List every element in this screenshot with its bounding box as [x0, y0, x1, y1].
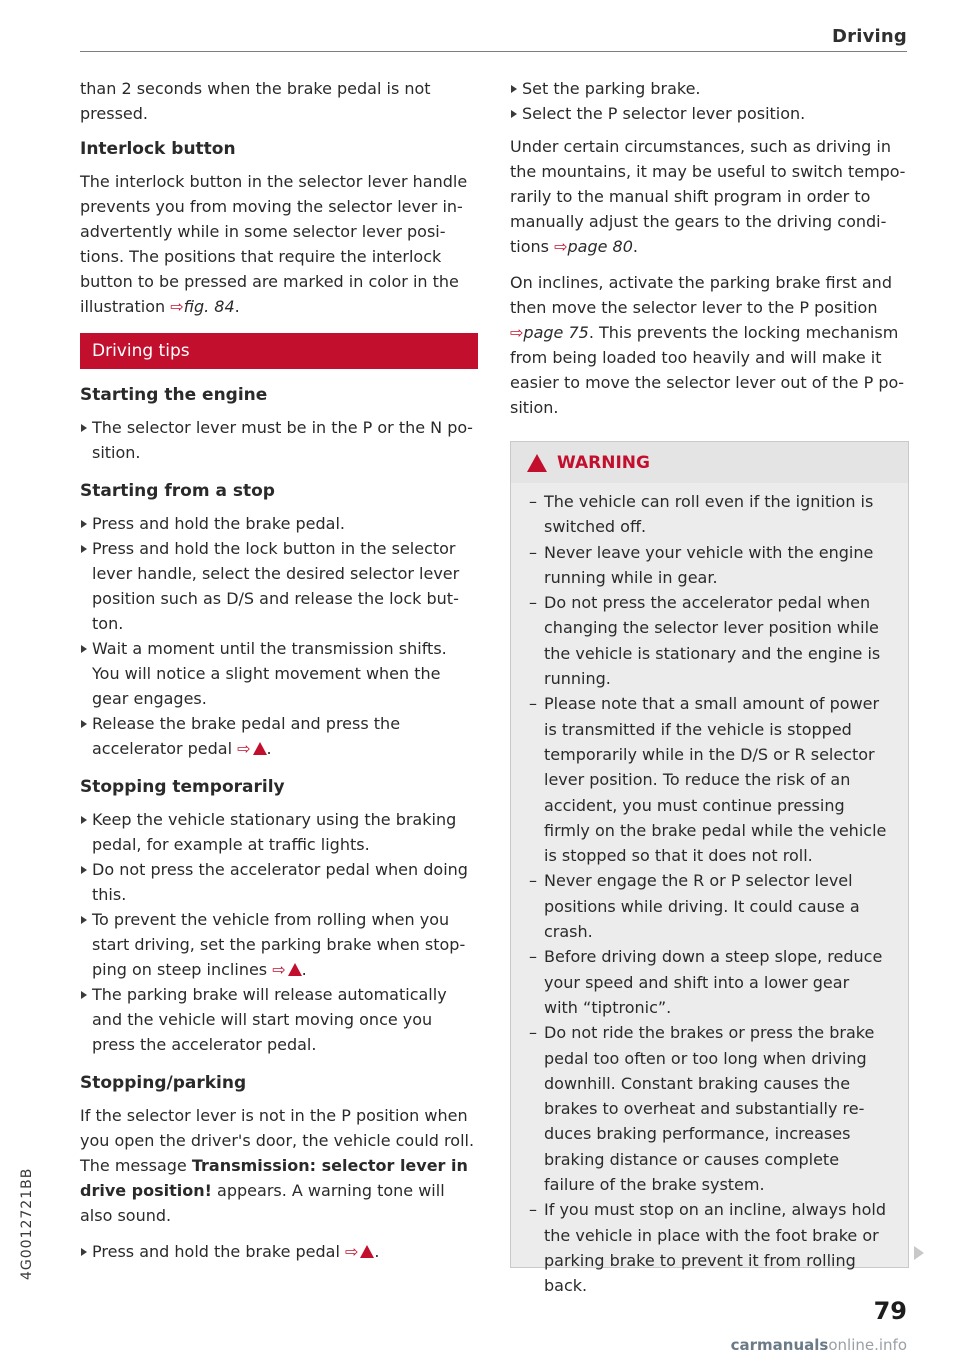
starting-stop-heading: Starting from a stop [80, 481, 275, 501]
warning-item: – Do not press the accelerator pedal when changing the selector lever position while the vehicle is stationary and the engine is running. [529, 590, 888, 691]
header-rule [80, 51, 907, 52]
list-item: Wait a moment until the transmission shifts. You will notice a slight movement when the gear engages. [80, 636, 478, 711]
starting-stop-list [80, 511, 478, 761]
interlock-heading: Interlock button [80, 139, 236, 159]
warning-triangle-icon [527, 454, 547, 472]
starting-engine-heading: Starting the engine [80, 385, 268, 405]
watermark: carmanualsonline.info [730, 1336, 907, 1354]
list-item: Keep the vehicle stationary using the braking pedal, for example at traffic lights. [80, 807, 478, 857]
list-item: Press and hold the brake pedal. [80, 511, 478, 536]
right-column [510, 76, 908, 431]
page-ref-link[interactable]: page 80 [567, 237, 633, 256]
intro-paragraph: than 2 seconds when the brake pedal is not pressed. [80, 79, 431, 123]
warning-item: – If you must stop on an incline, always hold the vehicle in place with the foot brake or parking brake to prevent it from rolling back. [529, 1197, 888, 1298]
warning-triangle-icon[interactable] [288, 963, 302, 976]
section-title: Driving [832, 26, 907, 47]
ref-arrow-icon: ⇨ [237, 739, 251, 758]
warning-list [511, 483, 908, 1299]
inclines-paragraph: On inclines, activate the parking brake first and then move the selector lever to the P position ⇨page 75. This prevents the locking mechanism from being loaded too heavily and will make it easier to move the selector lever out of the P position. [510, 273, 905, 417]
ref-arrow-icon: ⇨ [272, 960, 286, 979]
warning-item: – Please note that a small amount of power is transmitted if the vehicle is stopped temporarily while in the D/S or R selector lever position. To reduce the risk of an accident, you must continue pressing firmly on the brake pedal while the vehicle is stopped so that it does not roll. [529, 691, 888, 868]
warning-item: – Never leave your vehicle with the engine running while in gear. [529, 540, 888, 591]
list-item: Press and hold the lock button in the selector lever handle, select the desired selector lever position such as D/S and release the lock button. [80, 536, 478, 636]
list-item: Set the parking brake. [510, 76, 908, 101]
page-number: 79 [873, 1297, 907, 1325]
fig-ref-link[interactable]: fig. 84 [183, 297, 235, 316]
list-item: The parking brake will release automatically and the vehicle will start moving once you press the accelerator pedal. [80, 982, 478, 1057]
warning-item: – Never engage the R or P selector level positions while driving. It could cause a crash. [529, 868, 888, 944]
ref-arrow-icon: ⇨ [345, 1242, 359, 1261]
list-item: Release the brake pedal and press the accelerator pedal ⇨ . [80, 711, 478, 761]
list-item: Press and hold the brake pedal ⇨ . [80, 1239, 478, 1264]
driving-tips-banner: Driving tips [80, 333, 478, 369]
stopping-temp-heading: Stopping temporarily [80, 777, 285, 797]
list-item: Select the P selector lever position. [510, 101, 908, 126]
ref-arrow-icon: ⇨ [510, 323, 524, 342]
page-ref-link[interactable]: page 75 [523, 323, 589, 342]
warning-title: WARNING [557, 452, 650, 473]
ref-arrow-icon: ⇨ [554, 237, 568, 256]
stopping-temp-list [80, 807, 478, 1057]
list-item: Do not press the accelerator pedal when doing this. [80, 857, 478, 907]
stopping-parking-list [80, 1239, 478, 1264]
interlock-paragraph: The interlock button in the selector lever handle prevents you from moving the selector lever inadvertently while in some selector lever positions. The positions that require the interlock button to be pressed are marked in color in the illustration ⇨fig. 84. [80, 172, 468, 316]
warning-triangle-icon[interactable] [360, 1245, 374, 1258]
starting-engine-list [80, 415, 478, 465]
warning-item: – Do not ride the brakes or press the brake pedal too often or too long when driving downhill. Constant braking causes the brakes to overheat and substantially reduces braking performance, increases braking distance or causes complete failure of the brake system. [529, 1020, 888, 1197]
warning-item: – The vehicle can roll even if the ignition is switched off. [529, 489, 888, 540]
stopping-parking-heading: Stopping/parking [80, 1073, 247, 1093]
list-item: To prevent the vehicle from rolling when you start driving, set the parking brake when stopping on steep inclines ⇨ . [80, 907, 478, 982]
warning-item: – Before driving down a steep slope, reduce your speed and shift into a lower gear with “tiptronic”. [529, 944, 888, 1020]
ref-arrow-icon: ⇨ [170, 297, 184, 316]
list-item: The selector lever must be in the P or the N position. [80, 415, 478, 465]
left-column [80, 76, 478, 1272]
stopping-parking-paragraph: If the selector lever is not in the P position when you open the driver's door, the vehicle could roll. The message Transmission: selector lever in drive position! appears. A warning tone will also sound. [80, 1106, 475, 1225]
warning-triangle-icon[interactable] [253, 742, 267, 755]
document-code: 4G0012721BB [19, 1167, 35, 1280]
warning-header [511, 441, 908, 483]
warning-box [510, 441, 909, 1296]
parking-steps-list [510, 76, 908, 126]
message-text: Transmission: selector lever in drive position! [80, 1156, 468, 1200]
manual-shift-paragraph: Under certain circumstances, such as driving in the mountains, it may be useful to switch temporarily to the manual shift program in order to manually adjust the gears to the driving conditions ⇨page 80. [510, 137, 906, 256]
continue-arrow-icon[interactable] [914, 1246, 924, 1260]
